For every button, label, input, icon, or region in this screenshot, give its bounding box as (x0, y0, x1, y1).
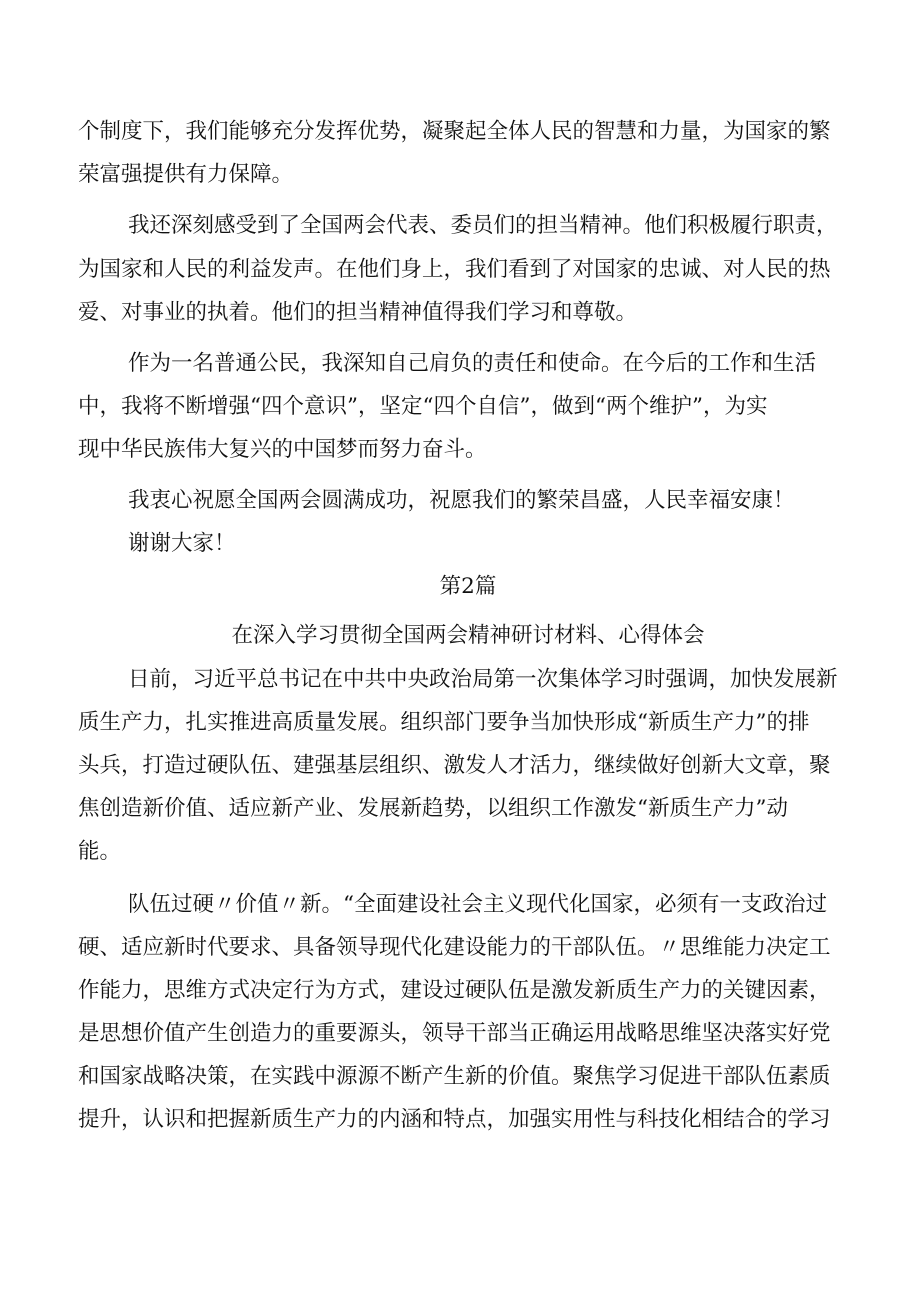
text-line: 爱、对事业的执着。他们的担当精神值得我们学习和尊敬。 (78, 300, 638, 325)
text-line: 头兵，打造过硬队伍、建强基层组织、激发人才活力，继续做好创新大文章，聚 (78, 753, 831, 778)
paragraph-first-line: 队伍过硬〃价值〃新。“全面建设社会主义现代化国家，必须有一支政治过 (128, 892, 827, 917)
text-line: 焦创造新价值、适应新产业、发展新趋势，以组织工作激发“新质生产力”动 (78, 796, 788, 821)
text-line: 和国家战略决策，在实践中源源不断产生新的价值。聚焦学习促进干部队伍素质 (78, 1064, 831, 1089)
closing-line: 谢谢大家！ (128, 531, 236, 556)
text-line: 个制度下，我们能够充分发挥优势，凝聚起全体人民的智慧和力量，为国家的繁 (78, 119, 831, 144)
text-line: 质生产力，扎实推进高质量发展。组织部门要争当加快形成“新质生产力”的排 (78, 710, 810, 735)
text-line: 硬、适应新时代要求、具备领导现代化建设能力的干部队伍。〃思维能力决定工 (78, 935, 831, 960)
paragraph-first-line: 作为一名普通公民，我深知自己肩负的责任和使命。在今后的工作和生活 (128, 351, 817, 376)
section-heading: 第2篇 (439, 574, 497, 599)
paragraph-first-line: 日前，习近平总书记在中共中央政治局第一次集体学习时强调，加快发展新 (128, 667, 838, 692)
text-line: 能。 (78, 839, 122, 864)
text-line: 中，我将不断增强“四个意识”，坚定“四个自信”，做到“两个维护”，为实 (78, 394, 768, 419)
text-line: 为国家和人民的利益发声。在他们身上，我们看到了对国家的忠诚、对人民的热 (78, 257, 831, 282)
text-line: 是思想价值产生创造力的重要源头，领导干部当正确运用战略思维坚决落实好党 (78, 1021, 831, 1046)
text-line: 作能力，思维方式决定行为方式，建设过硬队伍是激发新质生产力的关键因素， (78, 978, 831, 1003)
paragraph-first-line: 我衷心祝愿全国两会圆满成功，祝愿我们的繁荣昌盛，人民幸福安康！ (128, 488, 795, 513)
article-title: 在深入学习贯彻全国两会精神研讨材料、心得体会 (231, 623, 705, 648)
text-line: 现中华民族伟大复兴的中国梦而努力奋斗。 (78, 437, 487, 462)
text-line: 荣富强提供有力保障。 (78, 162, 294, 187)
text-line: 提升，认识和把握新质生产力的内涵和特点，加强实用性与科技化相结合的学习 (78, 1107, 831, 1132)
paragraph-first-line: 我还深刻感受到了全国两会代表、委员们的担当精神。他们积极履行职责， (128, 213, 838, 238)
